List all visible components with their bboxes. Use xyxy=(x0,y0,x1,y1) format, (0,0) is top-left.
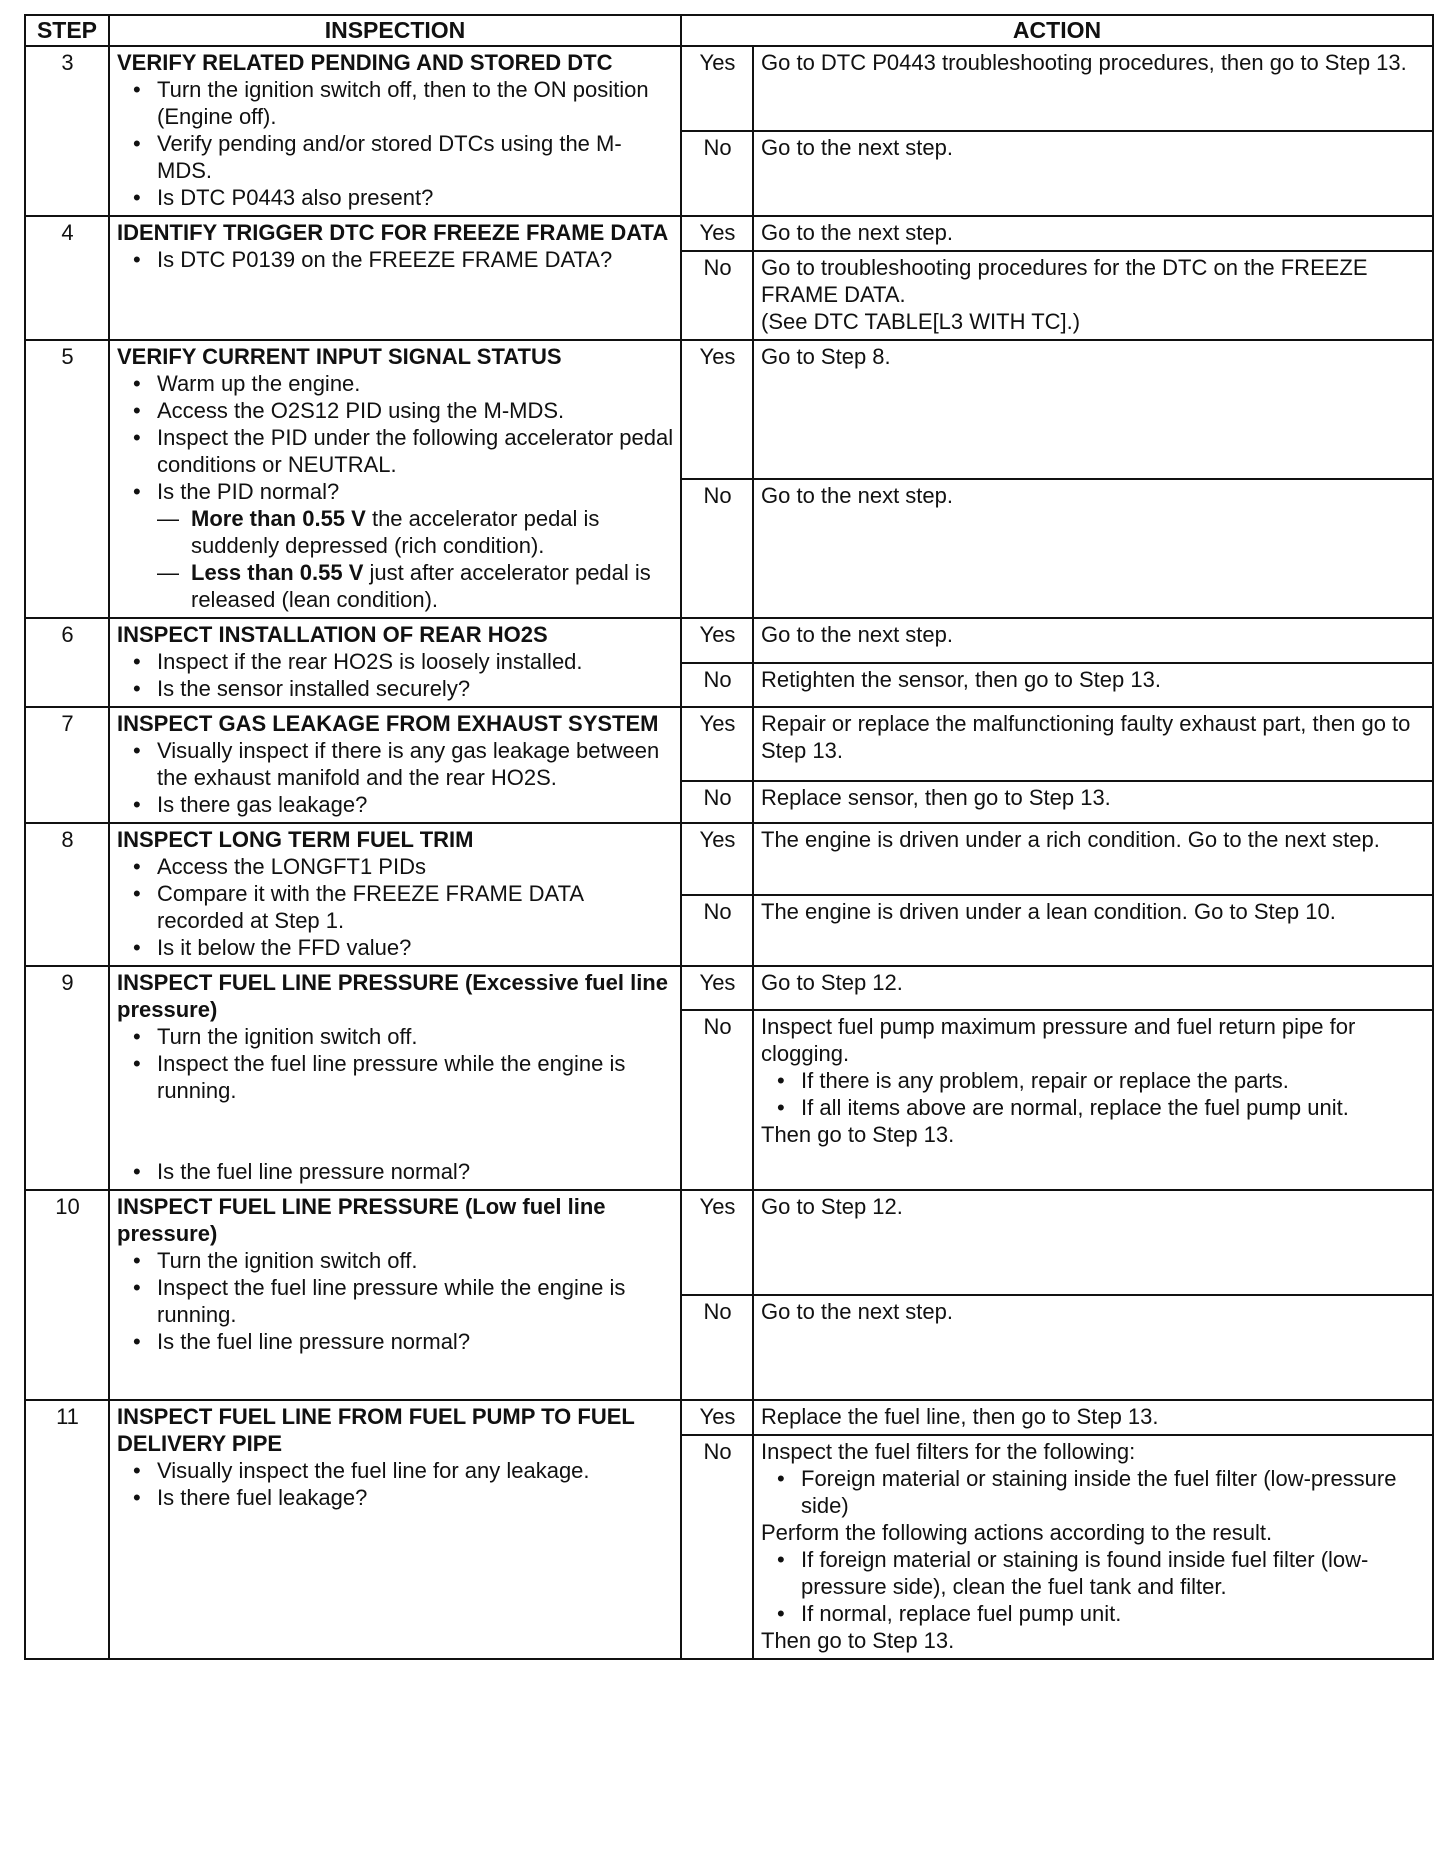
inspection-item: • Access the O2S12 PID using the M-MDS. xyxy=(157,397,674,424)
yes-label: Yes xyxy=(681,823,753,895)
no-action: Go to the next step. xyxy=(753,479,1433,618)
inspection-question: Is the PID normal? xyxy=(157,479,340,504)
step-number: 9 xyxy=(25,966,109,1190)
step-row-3-yes xyxy=(25,46,1433,131)
inspection-list xyxy=(117,648,674,702)
yes-label: Yes xyxy=(681,46,753,131)
step-title: INSPECT INSTALLATION OF REAR HO2S xyxy=(117,622,548,647)
no-label: No xyxy=(681,1010,753,1190)
yes-action: Go to DTC P0443 troubleshooting procedures, then go to Step 13. xyxy=(753,46,1433,131)
step-row-9-yes xyxy=(25,966,1433,1010)
inspection-cell-3 xyxy=(109,46,681,216)
inspection-cell-7 xyxy=(109,707,681,823)
no-action-list xyxy=(761,1546,1426,1627)
step-title: INSPECT GAS LEAKAGE FROM EXHAUST SYSTEM xyxy=(117,711,659,736)
yes-label: Yes xyxy=(681,966,753,1010)
no-action-item: • If normal, replace fuel pump unit. xyxy=(801,1600,1426,1627)
inspection-question: • Is the fuel line pressure normal? xyxy=(157,1158,674,1185)
inspection-item: • Warm up the engine. xyxy=(157,370,674,397)
yes-label: Yes xyxy=(681,216,753,251)
no-action xyxy=(753,1435,1433,1659)
inspection-item: • Visually inspect the fuel line for any leakage. xyxy=(157,1457,674,1484)
step-title: INSPECT FUEL LINE PRESSURE (Low fuel line pressure) xyxy=(117,1194,606,1246)
inspection-cell-8 xyxy=(109,823,681,966)
inspection-item: • Inspect if the rear HO2S is loosely installed. xyxy=(157,648,674,675)
table-header-row xyxy=(25,15,1433,46)
yes-action: Go to Step 12. xyxy=(753,1190,1433,1295)
inspection-item: • Is it below the FFD value? xyxy=(157,934,674,961)
action-column-header: ACTION xyxy=(681,15,1433,46)
step-row-8-yes xyxy=(25,823,1433,895)
step-column-header: STEP xyxy=(25,15,109,46)
inspection-list xyxy=(117,370,674,613)
no-action xyxy=(753,1010,1433,1190)
diagnostic-procedure-page xyxy=(24,14,1432,1660)
no-action: Replace sensor, then go to Step 13. xyxy=(753,781,1433,823)
yes-action: Replace the fuel line, then go to Step 13. xyxy=(753,1400,1433,1435)
step-title: INSPECT LONG TERM FUEL TRIM xyxy=(117,827,474,852)
yes-label: Yes xyxy=(681,707,753,781)
no-action-item: • If foreign material or staining is found inside fuel filter (low-pressure side), clean the fuel tank and filter. xyxy=(801,1546,1426,1600)
yes-action: Go to Step 8. xyxy=(753,340,1433,479)
no-action-then: Then go to Step 13. xyxy=(761,1122,955,1148)
inspection-item: • Turn the ignition switch off. xyxy=(157,1247,674,1274)
inspection-item: • Inspect the PID under the following accelerator pedal conditions or NEUTRAL. xyxy=(157,424,674,478)
no-label: No xyxy=(681,479,753,618)
no-action-list xyxy=(761,1067,1426,1121)
no-action-item: • If there is any problem, repair or replace the parts. xyxy=(801,1067,1426,1094)
condition-text: just after accelerator pedal is released (lean condition). xyxy=(191,560,651,612)
yes-label: Yes xyxy=(681,618,753,663)
yes-label: Yes xyxy=(681,1190,753,1295)
inspection-item: • Visually inspect if there is any gas leakage between the exhaust manifold and the rear HO2S. xyxy=(157,737,674,791)
yes-action: Repair or replace the malfunctioning faulty exhaust part, then go to Step 13. xyxy=(753,707,1433,781)
condition-threshold: Less than 0.55 V xyxy=(191,560,364,585)
no-action: The engine is driven under a lean condition. Go to Step 10. xyxy=(753,895,1433,967)
diagnostic-table xyxy=(24,14,1434,1660)
inspection-cell-11 xyxy=(109,1400,681,1659)
yes-action: Go to Step 12. xyxy=(753,966,1433,1010)
condition-list xyxy=(157,505,674,613)
step-row-5-yes xyxy=(25,340,1433,479)
inspection-item: • Is there fuel leakage? xyxy=(157,1484,674,1511)
no-label: No xyxy=(681,895,753,967)
step-title: VERIFY CURRENT INPUT SIGNAL STATUS xyxy=(117,344,562,369)
no-label: No xyxy=(681,663,753,708)
inspection-cell-4 xyxy=(109,216,681,340)
inspection-item: • Verify pending and/or stored DTCs using the M-MDS. xyxy=(157,130,674,184)
no-label: No xyxy=(681,251,753,340)
inspection-column-header: INSPECTION xyxy=(109,15,681,46)
inspection-list xyxy=(117,1457,674,1511)
inspection-list xyxy=(117,737,674,818)
inspection-item: • Turn the ignition switch off. xyxy=(157,1023,674,1050)
step-title: VERIFY RELATED PENDING AND STORED DTC xyxy=(117,50,613,75)
step-title: INSPECT FUEL LINE PRESSURE (Excessive fuel line pressure) xyxy=(117,970,668,1022)
no-action-item: • If all items above are normal, replace the fuel pump unit. xyxy=(801,1094,1426,1121)
no-label: No xyxy=(681,781,753,823)
step-number: 10 xyxy=(25,1190,109,1400)
step-number: 6 xyxy=(25,618,109,707)
inspection-item: • Is DTC P0139 on the FREEZE FRAME DATA? xyxy=(157,246,674,273)
inspection-item: • Inspect the fuel line pressure while the engine is running. xyxy=(157,1274,674,1328)
condition-text: the accelerator pedal is suddenly depressed (rich condition). xyxy=(191,506,600,558)
no-action-list xyxy=(761,1465,1426,1519)
yes-action: Go to the next step. xyxy=(753,618,1433,663)
yes-label: Yes xyxy=(681,340,753,479)
inspection-item: • Access the LONGFT1 PIDs xyxy=(157,853,674,880)
no-action-text: Inspect fuel pump maximum pressure and fuel return pipe for clogging. xyxy=(761,1014,1356,1067)
step-number: 11 xyxy=(25,1400,109,1659)
step-title: IDENTIFY TRIGGER DTC FOR FREEZE FRAME DATA xyxy=(117,220,669,245)
no-action-text: Inspect the fuel filters for the following: xyxy=(761,1439,1136,1464)
no-action-reference: (See DTC TABLE[L3 WITH TC].) xyxy=(761,309,1081,334)
no-action: Go to the next step. xyxy=(753,1295,1433,1400)
inspection-list xyxy=(117,246,674,273)
inspection-list xyxy=(117,1247,674,1355)
inspection-item: • Compare it with the FREEZE FRAME DATA recorded at Step 1. xyxy=(157,880,674,934)
step-number: 4 xyxy=(25,216,109,340)
no-action-then: Then go to Step 13. xyxy=(761,1628,955,1653)
no-action: Retighten the sensor, then go to Step 13. xyxy=(753,663,1433,708)
inspection-list xyxy=(117,853,674,961)
inspection-list xyxy=(117,76,674,211)
step-row-10-yes xyxy=(25,1190,1433,1295)
inspection-item: • Is the sensor installed securely? xyxy=(157,675,674,702)
inspection-item: • Is DTC P0443 also present? xyxy=(157,184,674,211)
step-title: INSPECT FUEL LINE FROM FUEL PUMP TO FUEL DELIVERY PIPE xyxy=(117,1404,635,1456)
inspection-cell-6 xyxy=(109,618,681,707)
yes-action: Go to the next step. xyxy=(753,216,1433,251)
no-label: No xyxy=(681,131,753,216)
inspection-list xyxy=(117,1023,674,1185)
inspection-cell-10 xyxy=(109,1190,681,1400)
step-number: 7 xyxy=(25,707,109,823)
no-action xyxy=(753,251,1433,340)
no-action-item: • Foreign material or staining inside the fuel filter (low-pressure side) xyxy=(801,1465,1426,1519)
step-row-11-yes xyxy=(25,1400,1433,1435)
step-row-6-yes xyxy=(25,618,1433,663)
step-number: 8 xyxy=(25,823,109,966)
inspection-cell-9 xyxy=(109,966,681,1190)
inspection-item: • Inspect the fuel line pressure while the engine is running. xyxy=(157,1050,674,1104)
condition-item xyxy=(191,505,674,559)
inspection-item xyxy=(157,478,674,613)
condition-threshold: More than 0.55 V xyxy=(191,506,366,531)
condition-item xyxy=(191,559,674,613)
no-action-text: Go to troubleshooting procedures for the DTC on the FREEZE FRAME DATA. xyxy=(761,255,1368,307)
no-label: No xyxy=(681,1435,753,1659)
yes-action: The engine is driven under a rich condition. Go to the next step. xyxy=(753,823,1433,895)
step-number: 3 xyxy=(25,46,109,216)
no-label: No xyxy=(681,1295,753,1400)
step-row-4-yes xyxy=(25,216,1433,251)
yes-label: Yes xyxy=(681,1400,753,1435)
no-action: Go to the next step. xyxy=(753,131,1433,216)
step-number: 5 xyxy=(25,340,109,618)
inspection-item: • Is there gas leakage? xyxy=(157,791,674,818)
no-action-text: Perform the following actions according to the result. xyxy=(761,1520,1273,1545)
step-row-7-yes xyxy=(25,707,1433,781)
inspection-cell-5 xyxy=(109,340,681,618)
inspection-question: • Is the fuel line pressure normal? xyxy=(157,1328,674,1355)
inspection-item: • Turn the ignition switch off, then to the ON position (Engine off). xyxy=(157,76,674,130)
